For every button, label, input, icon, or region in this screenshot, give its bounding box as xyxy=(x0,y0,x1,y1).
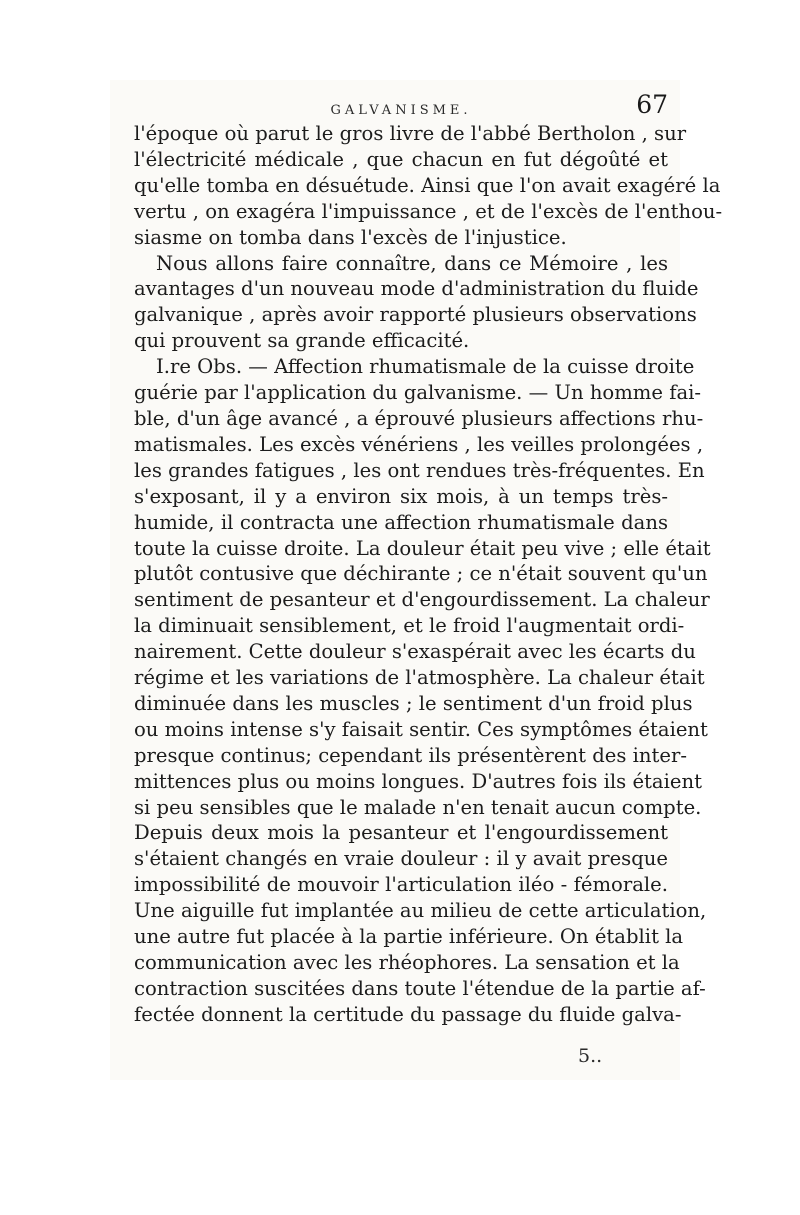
text-line: s'étaient changés en vraie douleur : il y avait presque xyxy=(134,847,668,871)
text-line: qu'elle tomba en désuétude. Ainsi que l'on avait exagéré la xyxy=(134,173,721,197)
text-line: toute la cuisse droite. La douleur était peu vive ; elle était xyxy=(134,536,711,560)
book-page-text xyxy=(134,90,723,1028)
text-line: régime et les variations de l'atmosphère. La chaleur était xyxy=(134,666,705,690)
text-line: diminuée dans les muscles ; le sentiment d'un froid plus xyxy=(134,691,693,715)
text-line: qui prouvent sa grande efficacité. xyxy=(134,329,470,353)
body-text xyxy=(134,121,723,1028)
running-head: GALVANISME. xyxy=(330,103,472,118)
text-line: les grandes fatigues , les ont rendues très-fréquentes. En xyxy=(134,458,705,482)
text-line: vertu , on exagéra l'impuissance , et de l'excès de l'enthou- xyxy=(134,199,723,223)
text-line: humide, il contracta une affection rhumatismale dans xyxy=(134,510,668,534)
text-line: ou moins intense s'y faisait sentir. Ces symptômes étaient xyxy=(134,717,708,741)
text-line: siasme on tomba dans l'excès de l'injustice. xyxy=(134,225,567,249)
text-line: l'électricité médicale , que chacun en fut dégoûté et xyxy=(134,147,668,171)
text-line: une autre fut placée à la partie inférieure. On établit la xyxy=(134,925,684,949)
text-line: galvanique , après avoir rapporté plusieurs observations xyxy=(134,303,697,327)
text-line: ble, d'un âge avancé , a éprouvé plusieurs affections rhu- xyxy=(134,406,704,430)
text-line: impossibilité de mouvoir l'articulation iléo - fémorale. xyxy=(134,873,668,897)
text-line: nairement. Cette douleur s'exaspérait avec les écarts du xyxy=(134,640,696,664)
page-number: 67 xyxy=(636,90,668,119)
text-line: Nous allons faire connaître, dans ce Mémoire , les xyxy=(156,251,668,275)
text-line: l'époque où parut le gros livre de l'abbé Bertholon , sur xyxy=(134,122,687,145)
text-line: Une aiguille fut implantée au milieu de cette articulation, xyxy=(134,899,707,923)
text-line: Depuis deux mois la pesanteur et l'engourdissement xyxy=(134,821,668,845)
signature-mark: 5.. xyxy=(578,1045,603,1067)
text-line: mittences plus ou moins longues. D'autres fois ils étaient xyxy=(134,769,702,793)
text-line: plutôt contusive que déchirante ; ce n'était souvent qu'un xyxy=(134,562,708,586)
page-header xyxy=(134,90,668,120)
text-line: contraction suscitées dans toute l'étendue de la partie af- xyxy=(134,976,706,1000)
text-line: la diminuait sensiblement, et le froid l'augmentait ordi- xyxy=(134,614,685,638)
text-line: si peu sensibles que le malade n'en tenait aucun compte. xyxy=(134,795,702,819)
text-line: s'exposant, il y a environ six mois, à un temps très- xyxy=(134,484,668,508)
text-line: matismales. Les excès vénériens , les veilles prolongées , xyxy=(134,432,704,456)
text-line: sentiment de pesanteur et d'engourdissement. La chaleur xyxy=(134,588,710,612)
text-line: communication avec les rhéophores. La sensation et la xyxy=(134,951,680,974)
text-line: avantages d'un nouveau mode d'administration du fluide xyxy=(134,277,699,301)
text-line: fectée donnent la certitude du passage du fluide galva- xyxy=(134,1002,682,1026)
text-line: presque continus; cependant ils présentèrent des inter- xyxy=(134,743,687,767)
text-line: guérie par l'application du galvanisme. — Un homme fai- xyxy=(134,381,702,405)
text-line: I.re Obs. — Affection rhumatismale de la cuisse droite xyxy=(156,355,695,379)
